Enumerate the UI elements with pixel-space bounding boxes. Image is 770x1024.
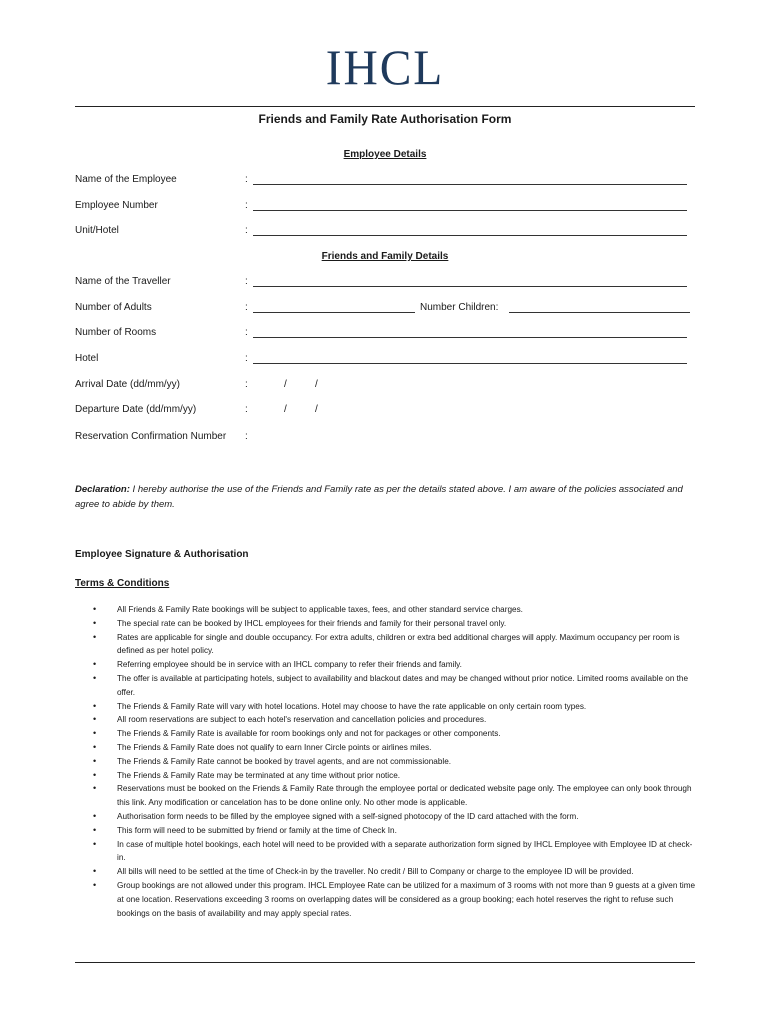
terms-item [75, 603, 697, 617]
bullet-icon: • [93, 604, 97, 614]
terms-item-text: Authorisation form needs to be filled by the employee signed with a self-signed photocopy of the ID card attached with the form. [117, 811, 579, 821]
terms-item-text: This form will need to be submitted by friend or family at the time of Check In. [117, 825, 397, 835]
rooms-field[interactable] [253, 337, 687, 338]
hotel-label: Hotel [75, 353, 99, 364]
terms-item [75, 741, 697, 755]
family-details-heading: Friends and Family Details [321, 251, 449, 262]
terms-item [75, 713, 697, 727]
terms-item [75, 865, 697, 879]
employee-number-field[interactable] [253, 210, 687, 211]
bullet-icon: • [93, 714, 97, 725]
bullet-icon: • [93, 769, 97, 780]
terms-item [75, 838, 697, 866]
top-divider [75, 106, 695, 107]
hotel-field[interactable] [253, 363, 687, 364]
employee-details-heading: Employee Details [343, 149, 427, 160]
adults-row [75, 302, 695, 316]
colon: : [245, 276, 248, 287]
bullet-icon: • [93, 783, 97, 794]
date-separator: / [315, 404, 318, 415]
colon: : [245, 225, 248, 236]
employee-number-label: Employee Number [75, 200, 158, 211]
bullet-icon: • [93, 728, 97, 739]
terms-item [75, 617, 697, 631]
departure-date-label: Departure Date (dd/mm/yy) [75, 404, 197, 415]
bullet-icon: • [93, 838, 97, 849]
colon: : [245, 379, 248, 390]
terms-item [75, 824, 697, 838]
terms-item [75, 755, 697, 769]
bullet-icon: • [93, 824, 97, 835]
traveller-name-field[interactable] [253, 286, 687, 287]
terms-item-text: Rates are applicable for single and double occupancy. For extra adults, children or extra bed additional charges will apply. Maximum occupancy per room is defined as per hotel policy. [117, 632, 680, 656]
terms-item [75, 658, 697, 672]
rooms-row [75, 327, 695, 341]
arrival-date-label: Arrival Date (dd/mm/yy) [75, 379, 181, 390]
terms-item [75, 700, 697, 714]
terms-item [75, 769, 697, 783]
declaration-body: I hereby authorise the use of the Friends and Family rate as per the details stated above. I am aware of the policies associated and agree to abide by them. [75, 484, 683, 510]
arrival-date-row [75, 379, 695, 393]
traveller-name-label: Name of the Traveller [75, 276, 171, 287]
colon: : [245, 404, 248, 415]
terms-item [75, 672, 697, 700]
terms-item-text: The Friends & Family Rate will vary with hotel locations. Hotel may choose to have the rate applicable on only certain room types. [117, 701, 587, 711]
bullet-icon: • [93, 741, 97, 752]
unit-hotel-field[interactable] [253, 235, 687, 236]
employee-name-field[interactable] [253, 184, 687, 185]
rooms-label: Number of Rooms [75, 327, 157, 338]
terms-item-text: The Friends & Family Rate is available for room bookings only and not for packages or other components. [117, 729, 501, 739]
declaration-text [75, 482, 695, 512]
colon: : [245, 431, 248, 442]
confirmation-number-row [75, 431, 695, 445]
terms-item-text: Reservations must be booked on the Friends & Family Rate through the employee portal or dedicated website page only. The employee can only book through this link. Any modification or cancelation has to be done online only. No other mode is applicable. [117, 784, 692, 808]
terms-heading: Terms & Conditions [75, 578, 170, 589]
bullet-icon: • [93, 755, 97, 766]
terms-item-text: All bills will need to be settled at the time of Check-in by the traveller. No credit / Bill to Company or charge to the employee ID will be provided. [117, 867, 634, 877]
terms-list [75, 603, 697, 920]
terms-item-text: The Friends & Family Rate may be terminated at any time without prior notice. [117, 770, 401, 780]
date-separator: / [284, 379, 287, 390]
terms-item-text: Referring employee should be in service with an IHCL company to refer their friends and family. [117, 660, 462, 670]
children-label: Number Children: [420, 302, 499, 313]
colon: : [245, 302, 248, 313]
terms-item-text: The offer is available at participating hotels, subject to availability and blackout dates and may be changed without prior notice. Limited rooms available on the offer. [117, 673, 689, 697]
bullet-icon: • [93, 631, 97, 642]
colon: : [245, 327, 248, 338]
colon: : [245, 200, 248, 211]
terms-item-text: In case of multiple hotel bookings, each hotel will need to be provided with a separate authorization form signed by IHCL Employee with Employee ID at check-in. [117, 839, 693, 863]
bullet-icon: • [93, 659, 97, 670]
unit-hotel-row [75, 225, 695, 239]
terms-item-text: All Friends & Family Rate bookings will be subject to applicable taxes, fees, and other standard service charges. [117, 605, 523, 614]
hotel-row [75, 353, 695, 367]
terms-item-text: The Friends & Family Rate does not qualify to earn Inner Circle points or airlines miles. [117, 742, 432, 752]
date-separator: / [284, 404, 287, 415]
terms-item [75, 631, 697, 659]
terms-item [75, 782, 697, 810]
adults-field[interactable] [253, 312, 415, 313]
unit-hotel-label: Unit/Hotel [75, 225, 119, 236]
terms-item [75, 879, 697, 920]
bullet-icon: • [93, 617, 97, 628]
traveller-name-row [75, 276, 695, 290]
bottom-divider [75, 962, 695, 963]
employee-name-label: Name of the Employee [75, 174, 177, 185]
adults-label: Number of Adults [75, 302, 152, 313]
bullet-icon: • [93, 672, 97, 683]
terms-item-text: Group bookings are not allowed under this program. IHCL Employee Rate can be utilized for a maximum of 3 rooms with not more than 9 guests at a given time at one location. Reservations exceeding 3 rooms on overlapping dates will be considered as a group booking; each hotel reserves the right to refuse such bookings on the basis of availability and may apply special rates. [117, 880, 696, 918]
signature-heading: Employee Signature & Authorisation [75, 549, 249, 560]
colon: : [245, 174, 248, 185]
bullet-icon: • [93, 879, 97, 890]
ihcl-logo: IHCL [325, 39, 445, 95]
terms-item-text: The special rate can be booked by IHCL employees for their friends and family for their personal travel only. [117, 618, 507, 628]
colon: : [245, 353, 248, 364]
terms-item [75, 810, 697, 824]
employee-number-row [75, 200, 695, 214]
terms-item-text: All room reservations are subject to each hotel's reservation and cancellation policies and procedures. [117, 715, 487, 725]
confirmation-number-label: Reservation Confirmation Number [75, 431, 227, 442]
bullet-icon: • [93, 866, 97, 877]
children-field[interactable] [509, 312, 690, 313]
date-separator: / [315, 379, 318, 390]
terms-item [75, 727, 697, 741]
declaration-lead: Declaration: [75, 484, 130, 495]
departure-date-row [75, 404, 695, 418]
bullet-icon: • [93, 700, 97, 711]
form-title: Friends and Family Rate Authorisation Form [258, 112, 512, 126]
employee-name-row [75, 174, 695, 188]
bullet-icon: • [93, 810, 97, 821]
terms-item-text: The Friends & Family Rate cannot be booked by travel agents, and are not commissionable. [117, 756, 452, 766]
